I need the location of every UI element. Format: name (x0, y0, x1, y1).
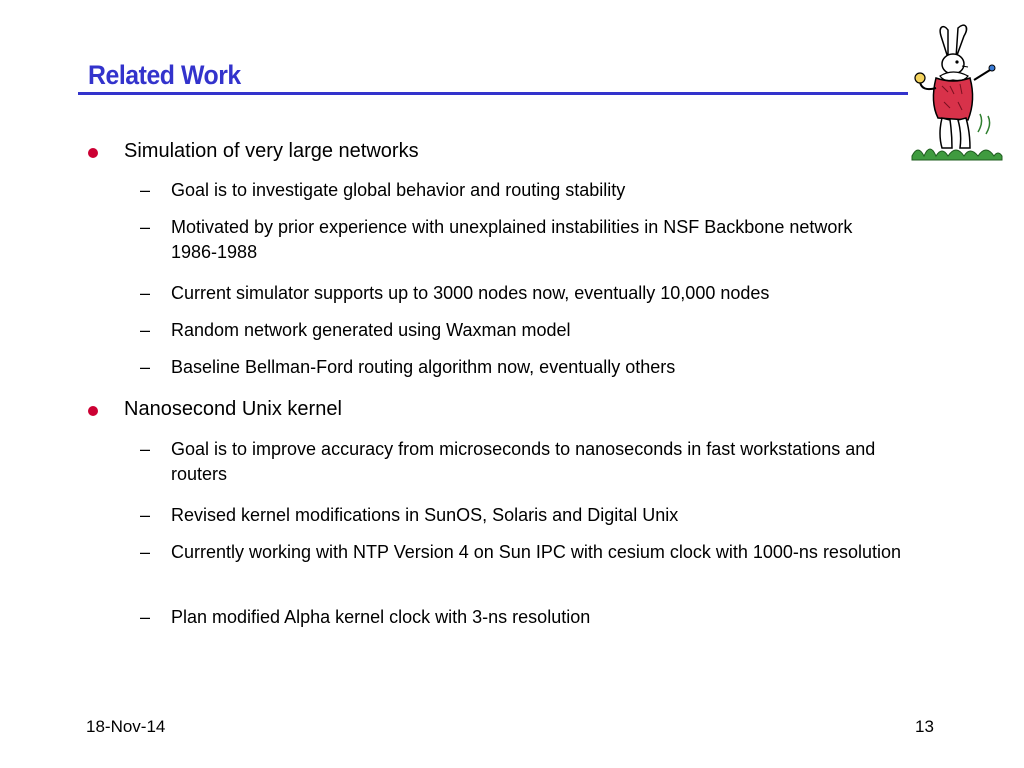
dash-marker: – (140, 283, 151, 303)
sub-item-text: Motivated by prior experience with unexplained instabilities in NSF Backbone network 1986-1988 (171, 217, 853, 262)
dash-marker: – (140, 217, 151, 237)
slide-title: Related Work (88, 60, 241, 90)
footer-date: 18-Nov-14 (86, 717, 166, 736)
dash-marker: – (140, 320, 151, 340)
sub-item-text: Goal is to investigate global behavior and routing stability (171, 180, 626, 200)
dash-marker: – (140, 607, 151, 627)
sub-item-text: Current simulator supports up to 3000 nodes now, eventually 10,000 nodes (171, 283, 770, 303)
sub-item-text: Baseline Bellman-Ford routing algorithm now, eventually others (171, 357, 676, 377)
dash-marker: – (140, 542, 151, 562)
dash-marker: – (140, 505, 151, 525)
dash-marker: – (140, 439, 151, 459)
red-dot-bullet-icon (88, 148, 98, 158)
sub-item-text: Currently working with NTP Version 4 on Sun IPC with cesium clock with 1000-ns resolution (171, 542, 901, 562)
title-underline (78, 92, 908, 95)
footer-page-number: 13 (915, 717, 934, 736)
white-rabbit-logo-icon (908, 22, 1004, 162)
sub-item-text: Revised kernel modifications in SunOS, Solaris and Digital Unix (171, 505, 679, 525)
bullet-text: Simulation of very large networks (124, 140, 419, 162)
bullet-text: Nanosecond Unix kernel (124, 398, 342, 420)
dash-marker: – (140, 357, 151, 377)
red-dot-bullet-icon (88, 406, 98, 416)
sub-item-text: Goal is to improve accuracy from microseconds to nanoseconds in fast workstations and routers (171, 439, 876, 484)
sub-item-text: Plan modified Alpha kernel clock with 3-ns resolution (171, 607, 591, 627)
dash-marker: – (140, 180, 151, 200)
sub-item-text: Random network generated using Waxman model (171, 320, 571, 340)
